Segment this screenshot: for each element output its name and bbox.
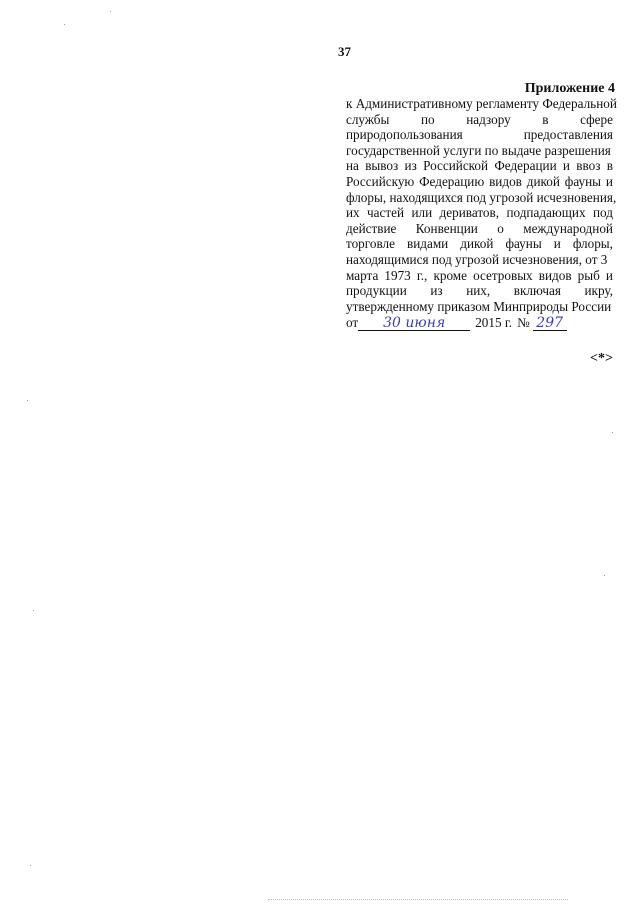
word: фауны bbox=[505, 236, 542, 252]
approval-line-6 bbox=[346, 174, 613, 190]
word: в bbox=[542, 111, 549, 127]
word: Российскую bbox=[346, 173, 415, 189]
scan-speck bbox=[27, 400, 28, 401]
date-day-month-handwritten: 30 июня bbox=[358, 316, 470, 331]
word: видов bbox=[538, 267, 572, 283]
word: из bbox=[404, 158, 417, 174]
word: продукции bbox=[346, 283, 407, 299]
footnote-marker: <*> bbox=[590, 351, 613, 366]
date-prefix: от bbox=[346, 315, 359, 331]
approval-line-3 bbox=[346, 127, 613, 143]
scan-edge bbox=[268, 899, 568, 901]
approval-line-10 bbox=[346, 236, 613, 252]
word: сфере bbox=[580, 111, 613, 127]
word: или bbox=[411, 205, 433, 221]
word: частей bbox=[367, 205, 405, 221]
word: рыб bbox=[577, 267, 600, 283]
word: надзору bbox=[466, 111, 511, 127]
scan-speck bbox=[33, 610, 34, 611]
word: под bbox=[592, 205, 613, 221]
approval-line-8 bbox=[346, 205, 613, 221]
word: торговле bbox=[346, 236, 395, 252]
word: Федерации bbox=[494, 158, 557, 174]
word: в bbox=[606, 158, 613, 174]
word: о bbox=[497, 220, 504, 236]
word: видов bbox=[489, 173, 522, 189]
approval-line-7: флоры, находящихся под угрозой исчезновения, bbox=[346, 189, 617, 205]
word: на bbox=[346, 158, 359, 174]
scan-speck bbox=[604, 575, 605, 576]
word: икру, bbox=[584, 283, 613, 299]
scan-speck bbox=[110, 11, 111, 12]
word: 1973 bbox=[384, 267, 411, 283]
word: флоры, bbox=[572, 236, 613, 252]
word: и bbox=[562, 158, 570, 174]
approval-line-9 bbox=[346, 221, 613, 237]
scan-speck bbox=[64, 24, 65, 25]
word: Конвенции bbox=[415, 220, 478, 236]
word: марта bbox=[346, 267, 379, 283]
scan-speck bbox=[30, 865, 31, 866]
word: природопользования bbox=[346, 127, 463, 143]
word: по bbox=[420, 111, 435, 127]
approval-line-2 bbox=[346, 112, 613, 128]
approval-line-11: находящимися под угрозой исчезновения, от 3 bbox=[346, 251, 608, 267]
approval-line-14: утвержденному приказом Минприроды России bbox=[346, 298, 612, 314]
approval-line-13 bbox=[346, 283, 613, 299]
word: из bbox=[430, 283, 443, 299]
approval-line-5 bbox=[346, 158, 613, 174]
word: дикой bbox=[460, 236, 494, 252]
word: ввоз bbox=[576, 158, 601, 174]
word: действие bbox=[346, 220, 397, 236]
word: предоставления bbox=[523, 127, 613, 143]
date-year: 2015 г. bbox=[475, 315, 513, 331]
word: и bbox=[605, 173, 613, 189]
word: международной bbox=[523, 220, 613, 236]
approval-line-12 bbox=[346, 268, 613, 284]
word: дериватов, bbox=[439, 205, 500, 221]
word: г., bbox=[416, 267, 428, 283]
approval-date-line bbox=[346, 315, 613, 331]
word: включая bbox=[513, 283, 561, 299]
approval-line-4: государственной услуги по выдаче разрешения bbox=[346, 142, 611, 158]
word: Российской bbox=[423, 158, 489, 174]
word: фауны bbox=[564, 173, 602, 189]
word: их bbox=[346, 205, 360, 221]
word: и bbox=[605, 267, 613, 283]
number-sign: № bbox=[517, 315, 530, 331]
scan-speck bbox=[612, 432, 613, 433]
appendix-title: Приложение 4 bbox=[524, 81, 615, 96]
approval-line-1: к Административному регламенту Федеральной bbox=[346, 96, 617, 111]
word: них, bbox=[466, 283, 491, 299]
word: подпадающих bbox=[506, 205, 586, 221]
word: дикой bbox=[526, 173, 560, 189]
word: осетровых bbox=[473, 267, 533, 283]
word: и bbox=[553, 236, 561, 252]
word: видами bbox=[406, 236, 449, 252]
order-number-handwritten: 297 bbox=[533, 316, 567, 331]
page-number: 37 bbox=[338, 44, 351, 59]
word: кроме bbox=[433, 267, 467, 283]
word: службы bbox=[346, 111, 390, 127]
word: Федерацию bbox=[419, 173, 485, 189]
word: вывоз bbox=[365, 158, 399, 174]
approval-block bbox=[346, 96, 617, 331]
